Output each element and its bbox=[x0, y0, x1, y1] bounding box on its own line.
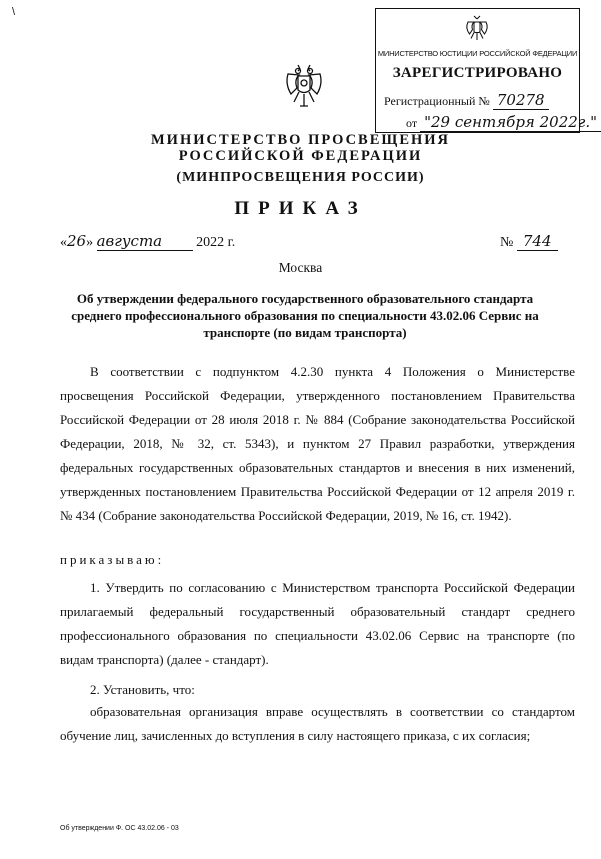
order-heading: Об утверждении федерального государственного образовательного стандарта среднего профессионального образования по специальности 43.02.06 Сервис на транспорте (по видам транспорта) bbox=[71, 291, 539, 340]
stamp-registration-row bbox=[384, 91, 549, 109]
ministry-name-line-2: РОССИЙСКОЙ ФЕДЕРАЦИИ bbox=[178, 148, 423, 164]
ministry-short-name: (МИНПРОСВЕЩЕНИЯ РОССИИ) bbox=[176, 170, 425, 185]
prikazyvayu-word: приказываю: bbox=[60, 552, 165, 567]
order-number bbox=[500, 232, 558, 251]
date-day: 26 bbox=[67, 232, 87, 250]
date-open-quote: « bbox=[60, 235, 67, 250]
clause-2-heading: 2. Установить, что: bbox=[90, 682, 195, 697]
registration-stamp bbox=[375, 8, 598, 133]
footer-note: Об утверждении Ф. ОС 43.02.06 - 03 bbox=[60, 825, 179, 832]
stamp-emblem-icon bbox=[462, 13, 492, 43]
corner-mark: \ bbox=[12, 6, 16, 18]
date-month: августа bbox=[97, 232, 193, 251]
date-close-quote: » bbox=[86, 235, 94, 250]
clause-2-text: образовательная организация вправе осуществлять в соответствии со стандартом обучение лиц, зачисленных до вступления в силу настоящего приказа, с их согласия; bbox=[60, 704, 575, 743]
order-date bbox=[60, 232, 235, 251]
order-number-label: № bbox=[500, 235, 514, 250]
stamp-ministry: МИНИСТЕРСТВО ЮСТИЦИИ РОССИЙСКОЙ ФЕДЕРАЦИИ bbox=[377, 49, 578, 58]
order-number-value: 744 bbox=[517, 232, 558, 251]
clause-1-paragraph: 1. Утвердить по согласованию с Министерством транспорта Российской Федерации прилагаемый федеральный государственный образовательный стандарт среднего профессионального образования по специальности 43.02.06 Сервис на транспорте (по видам транспорта) (далее - стандарт). bbox=[60, 580, 575, 667]
stamp-reg-label: Регистрационный № bbox=[384, 94, 490, 108]
stamp-title: ЗАРЕГИСТРИРОВАНО bbox=[392, 65, 563, 81]
ministry-name-line-1: МИНИСТЕРСТВО ПРОСВЕЩЕНИЯ bbox=[150, 132, 451, 148]
stamp-date-prefix: от bbox=[406, 116, 418, 130]
preamble-paragraph: В соответствии с подпунктом 4.2.30 пункта 4 Положения о Министерстве просвещения Российской Федерации, утвержденного постановлением Правительства Российской Федерации от 28 июля 2018 г. № 884 (Собрание законодательства Российской Федерации, 2018, № 32, ст. 5343), и пунктом 27 Правил разработки, утверждения федеральных государственных образовательных стандартов и внесения в них изменений, утвержденных постановлением Правительства Российской Федерации от 12 апреля 2019 г. № 434 (Собрание законодательства Российской Федерации, 2019, № 16, ст. 1942). bbox=[60, 364, 575, 523]
stamp-date-value: "29 сентября 2022г." bbox=[420, 113, 601, 132]
stamp-reg-number: 70278 bbox=[493, 91, 549, 110]
date-year: 2022 г. bbox=[196, 235, 236, 250]
order-title: ПРИКАЗ bbox=[234, 198, 367, 219]
order-city: Москва bbox=[278, 260, 323, 275]
stamp-date-row bbox=[406, 113, 601, 131]
coat-of-arms-icon bbox=[284, 62, 324, 108]
